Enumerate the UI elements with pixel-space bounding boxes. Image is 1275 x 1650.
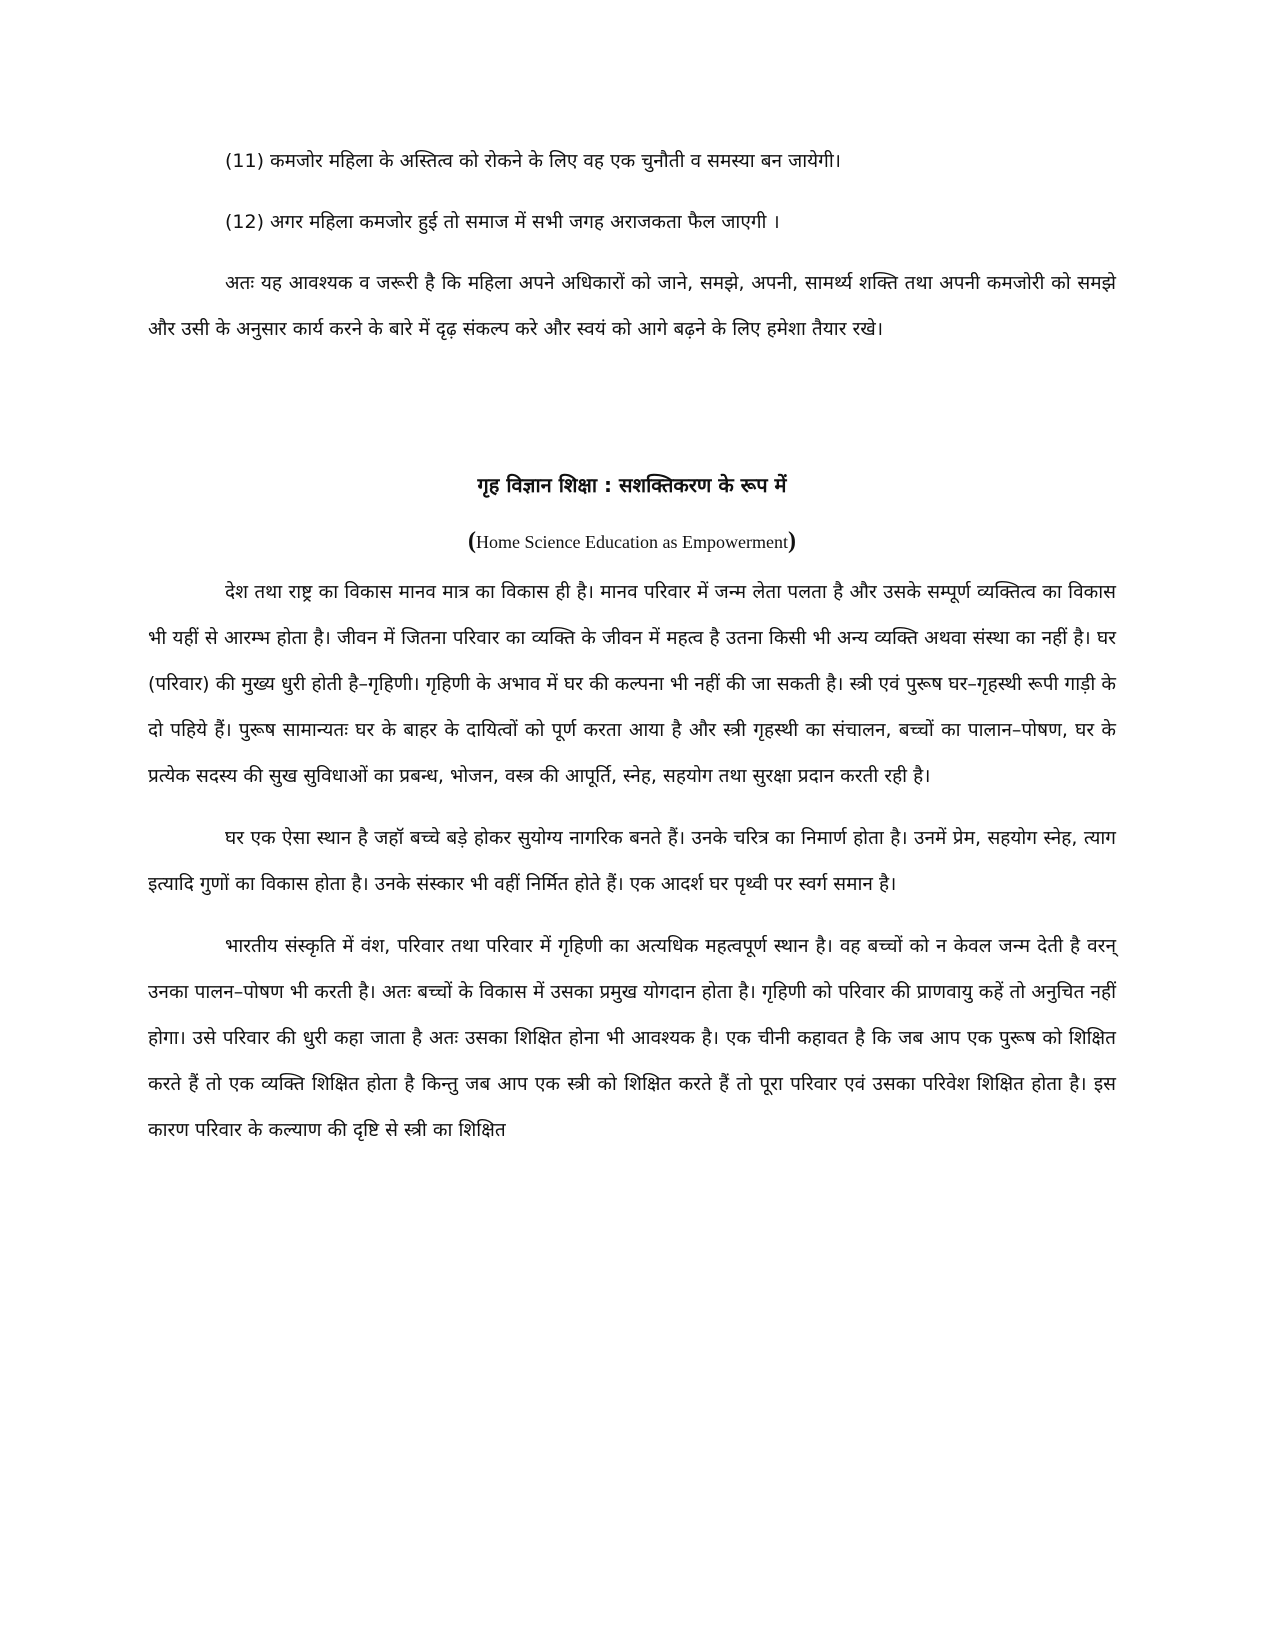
- section-heading: गृह विज्ञान शिक्षा : सशक्तिकरण के रूप में: [477, 473, 787, 497]
- list-item-12: (12) अगर महिला कमजोर हुई तो समाज में सभी जगह अराजकता फैल जाएगी ।: [225, 211, 780, 233]
- subheading-open-paren: (: [468, 528, 477, 554]
- body-paragraph-2: घर एक ऐसा स्थान है जहॉ बच्चे बड़े होकर सुयोग्य नागरिक बनते हैं। उनके चरित्र का निमार्ण होता है। उनमें प्रेम, सहयोग स्नेह, त्याग इत्यादि गुणों का विकास होता है। उनके संस्कार भी वहीं निर्मित होते हैं। एक आदर्श घर पृथ्वी पर स्वर्ग समान है।: [148, 827, 1116, 895]
- subheading-close-paren: ): [787, 528, 796, 554]
- subheading-text: Home Science Education as Empowerment: [476, 532, 788, 552]
- section-subheading: [148, 518, 1116, 565]
- body-paragraph-3: भारतीय संस्कृति में वंश, परिवार तथा परिवार में गृहिणी का अत्यधिक महत्वपूर्ण स्थान है। वह बच्चों को न केवल जन्म देती है वरन् उनका पालन–पोषण भी करती है। अतः बच्चों के विकास में उसका प्रमुख योगदान होता है। गृहिणी को परिवार की प्राणवायु कहें तो अनुचित नहीं होगा। उसे परिवार की धुरी कहा जाता है अतः उसका शिक्षित होना भी आवश्यक है। एक चीनी कहावत है कि जब आप एक पुरूष को शिक्षित करते हैं तो एक व्यक्ति शिक्षित होता है किन्तु जब आप एक स्त्री को शिक्षित करते हैं तो पूरा परिवार एवं उसका परिवेश शिक्षित होता है। इस कारण परिवार के कल्याण की दृष्टि से स्त्री का शिक्षित: [148, 935, 1116, 1141]
- document-page: [148, 138, 1116, 1169]
- conclusion-paragraph: अतः यह आवश्यक व जरूरी है कि महिला अपने अधिकारों को जाने, समझे, अपनी, सामर्थ्य शक्ति तथा अपनी कमजोरी को समझे और उसी के अनुसार कार्य करने के बारे में दृढ़ संकल्प करे और स्वयं को आगे बढ़ने के लिए हमेशा तैयार रखे।: [148, 272, 1116, 340]
- list-item-11: (11) कमजोर महिला के अस्तित्व को रोकने के लिए वह एक चुनौती व समस्या बन जायेगी।: [225, 150, 841, 172]
- body-paragraph-1: देश तथा राष्ट्र का विकास मानव मात्र का विकास ही है। मानव परिवार में जन्म लेता पलता है और उसके सम्पूर्ण व्यक्तित्व का विकास भी यहीं से आरम्भ होता है। जीवन में जितना परिवार का व्यक्ति के जीवन में महत्व है उतना किसी भी अन्य व्यक्ति अथवा संस्था का नहीं है। घर (परिवार) की मुख्य धुरी होती है–गृहिणी। गृहिणी के अभाव में घर की कल्पना भी नहीं की जा सकती है। स्त्री एवं पुरूष घर–गृहस्थी रूपी गाड़ी के दो पहिये हैं। पुरूष सामान्यतः घर के बाहर के दायित्वों को पूर्ण करता आया है और स्त्री गृहस्थी का संचालन, बच्चों का पालान–पोषण, घर के प्रत्येक सदस्य की सुख सुविधाओं का प्रबन्ध, भोजन, वस्त्र की आपूर्ति, स्नेह, सहयोग तथा सुरक्षा प्रदान करती रही है।: [148, 581, 1116, 787]
